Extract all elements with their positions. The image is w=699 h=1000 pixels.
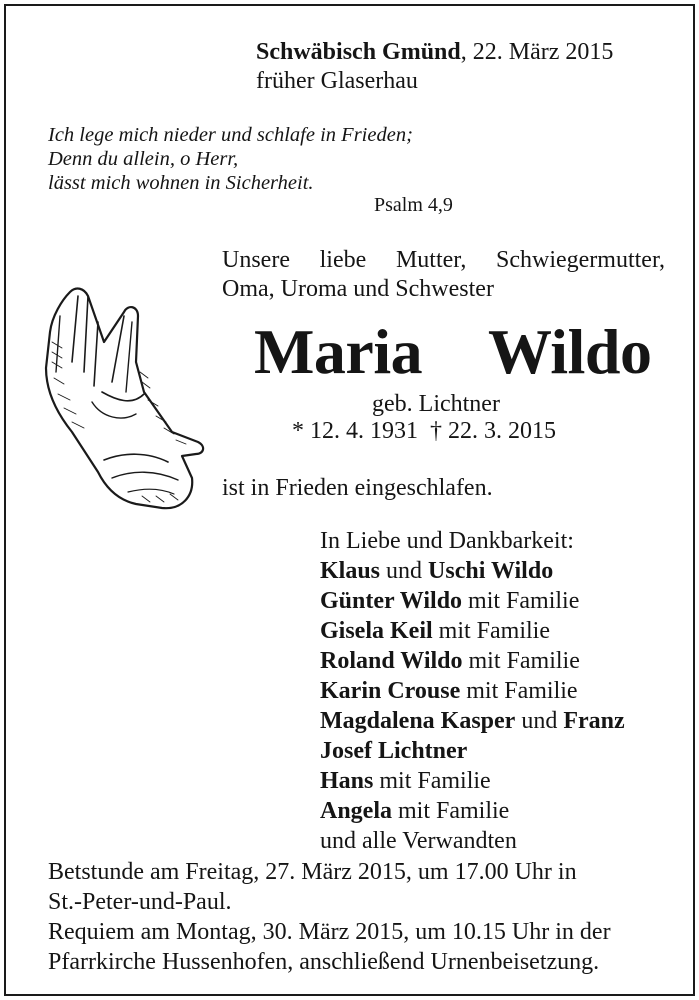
service-line: Requiem am Montag, 30. März 2015, um 10.15 Uhr in der [48,919,611,945]
mourner-suffix: mit Familie [392,798,510,824]
mourner-name: Gisela Keil [320,618,433,644]
mourner-name: Angela [320,798,392,824]
mourner-row [320,556,625,586]
header-line-1 [256,38,613,67]
praying-hands-icon [32,282,210,520]
obituary-notice [4,4,695,996]
verse-source: Psalm 4,9 [374,194,453,216]
intro-word: liebe [319,247,367,273]
mourner-row [320,736,625,766]
verse-line: Ich lege mich nieder und schlafe in Frieden; [48,124,413,146]
mourner-joiner: und [380,558,429,584]
mourner-row [320,616,625,646]
header-formerly: früher Glaserhau [256,68,418,94]
header-date: , 22. März 2015 [460,39,614,65]
intro-word: Mutter, [395,247,467,273]
service-line: Pfarrkirche Hussenhofen, anschließend Urnenbeisetzung. [48,949,600,975]
mourner-row [320,706,625,736]
intro-word: Unsere [222,247,290,273]
mourners-closing: und alle Verwandten [320,828,517,854]
mourner-name: Karin Crouse [320,678,461,704]
mourner-row [320,766,625,796]
mourners-intro: In Liebe und Dankbarkeit: [320,528,574,554]
mourner-suffix: mit Familie [462,588,580,614]
mourner-suffix: mit Familie [462,648,580,674]
mourner-name: Franz [563,708,625,734]
intro-text [222,246,665,304]
mourner-suffix: mit Familie [432,618,550,644]
intro-word: Schwiegermutter, [495,247,665,273]
deceased-name: Maria Wildo [254,316,652,387]
mourner-row [320,796,625,826]
mourner-suffix: mit Familie [460,678,578,704]
header-city: Schwäbisch Gmünd [256,39,461,65]
mourner-name: Josef Lichtner [320,738,468,764]
service-details [48,857,611,977]
intro-line-1 [222,246,665,275]
mourner-name: Uschi Wildo [428,558,554,584]
psalm-verse [48,123,413,195]
mourner-suffix: mit Familie [373,768,491,794]
mourners-list [320,526,625,856]
header-location-date [256,38,613,96]
birth-death-dates: * 12. 4. 1931 † 22. 3. 2015 [292,418,556,444]
mourner-name: Klaus [320,558,381,584]
mourner-name: Hans [320,768,374,794]
service-line: Betstunde am Freitag, 27. März 2015, um 17.00 Uhr in [48,859,577,885]
mourner-row [320,586,625,616]
mourner-name: Roland Wildo [320,648,463,674]
announcement-text: ist in Frieden eingeschlafen. [222,475,493,501]
verse-line: lässt mich wohnen in Sicherheit. [48,172,314,194]
intro-line-2: Oma, Uroma und Schwester [222,276,494,302]
maiden-name: geb. Lichtner [372,391,500,417]
mourner-name: Magdalena Kasper [320,708,516,734]
mourner-name: Günter Wildo [320,588,463,614]
mourner-row [320,646,625,676]
service-line: St.-Peter-und-Paul. [48,889,232,915]
mourner-joiner: und [515,708,564,734]
verse-line: Denn du allein, o Herr, [48,148,239,170]
mourner-row [320,676,625,706]
